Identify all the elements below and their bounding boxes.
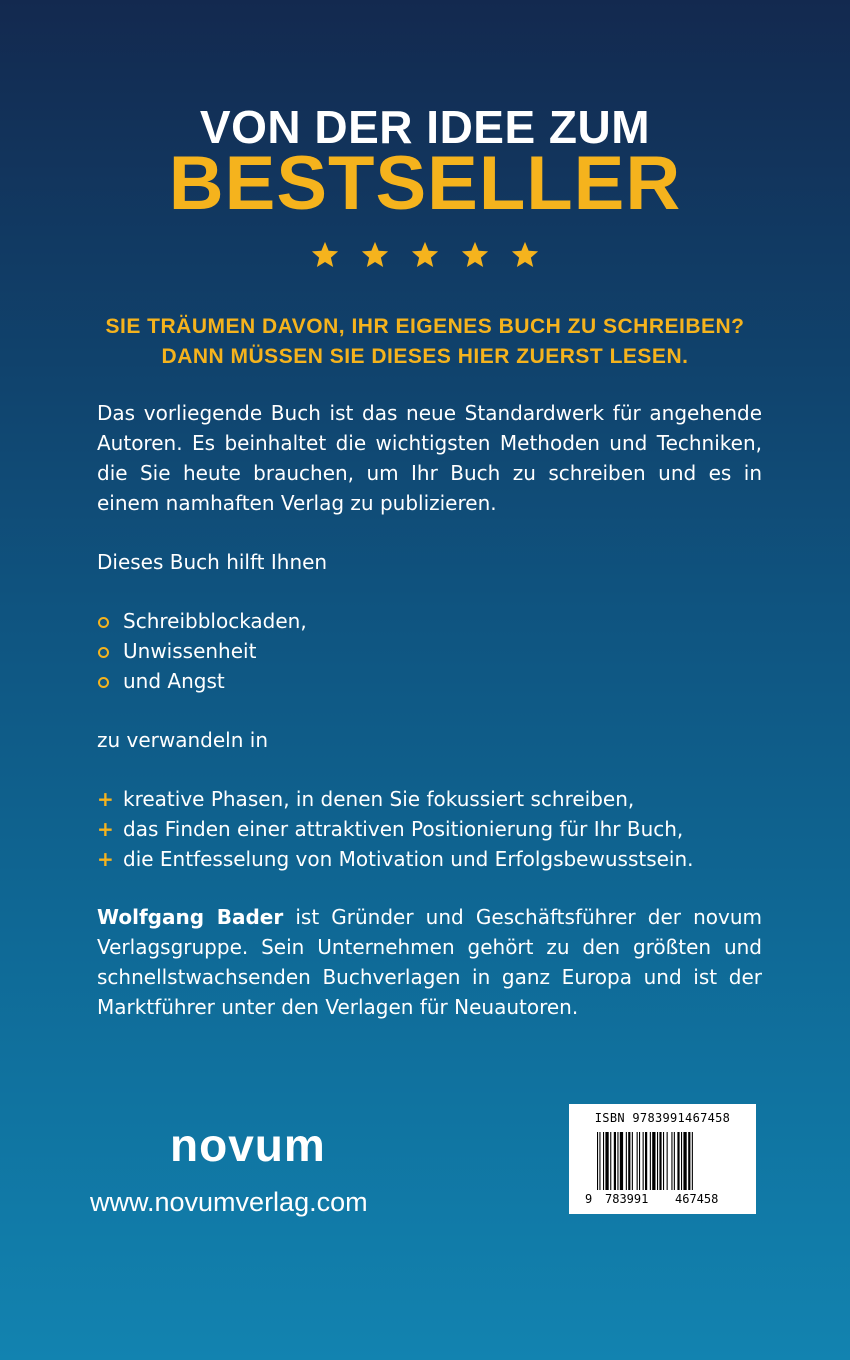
star-icon xyxy=(310,240,340,270)
plus-bullet-icon: + xyxy=(97,847,114,871)
positives-list xyxy=(97,784,777,874)
title-bestseller: BESTSELLER xyxy=(168,141,682,226)
list-item: + die Entfesselung von Motivation und Erfolgsbewusstsein. xyxy=(97,844,777,874)
isbn-label: ISBN 9783991467458 xyxy=(594,1111,731,1125)
negatives-list xyxy=(97,606,777,696)
circle-bullet-icon xyxy=(98,647,109,658)
publisher-url[interactable]: www.novumverlag.com xyxy=(90,1187,368,1217)
plus-bullet-icon: + xyxy=(97,787,114,811)
plus-bullet-icon: + xyxy=(97,817,114,841)
barcode-digits-left: 783991 xyxy=(605,1192,649,1206)
tagline-line-1: SIE TRÄUMEN DAVON, IHR EIGENES BUCH ZU SCHREIBEN? xyxy=(105,315,745,338)
list-item: Unwissenheit xyxy=(97,636,777,666)
tagline xyxy=(0,312,850,372)
list-item: + kreative Phasen, in denen Sie fokussiert schreiben, xyxy=(97,784,777,814)
intro-paragraph: Das vorliegende Buch ist das neue Standardwerk für angehende Autoren. Es beinhaltet die wichtigsten Methoden und Techniken, die Sie heute brauchen, um Ihr Buch zu schreiben und es in einem namhaften Verlag zu publizieren. xyxy=(97,401,762,515)
turn-into-line: zu verwandeln in xyxy=(97,728,269,752)
barcode-bars xyxy=(597,1132,729,1190)
star-icon xyxy=(510,240,540,270)
title-line-1: VON DER IDEE ZUM xyxy=(199,101,651,153)
list-item: + das Finden einer attraktiven Positionierung für Ihr Buch, xyxy=(97,814,777,844)
barcode-digits-right: 467458 xyxy=(675,1192,719,1206)
helps-line: Dieses Buch hilft Ihnen xyxy=(97,550,328,574)
circle-bullet-icon xyxy=(98,617,109,628)
star-icon xyxy=(360,240,390,270)
barcode-digit-first: 9 xyxy=(585,1192,593,1206)
publisher-logo: novum xyxy=(170,1119,326,1171)
star-icon xyxy=(410,240,440,270)
isbn-barcode xyxy=(569,1104,756,1214)
circle-bullet-icon xyxy=(98,677,109,688)
list-item: und Angst xyxy=(97,666,777,696)
author-name: Wolfgang Bader xyxy=(97,905,284,929)
author-bio xyxy=(97,902,762,1022)
rating-stars xyxy=(0,240,850,270)
author-bio-text: ist Gründer und Geschäftsführer der novum Verlagsgruppe. Sein Unternehmen gehört zu den größten und schnellstwachsenden Buchverlagen in ganz Europa und ist der Marktführer unter den Verlagen für Neuautoren. xyxy=(97,905,762,1019)
list-item: Schreibblockaden, xyxy=(97,606,777,636)
tagline-line-2: DANN MÜSSEN SIE DIESES HIER ZUERST LESEN. xyxy=(161,345,689,368)
star-icon xyxy=(460,240,490,270)
